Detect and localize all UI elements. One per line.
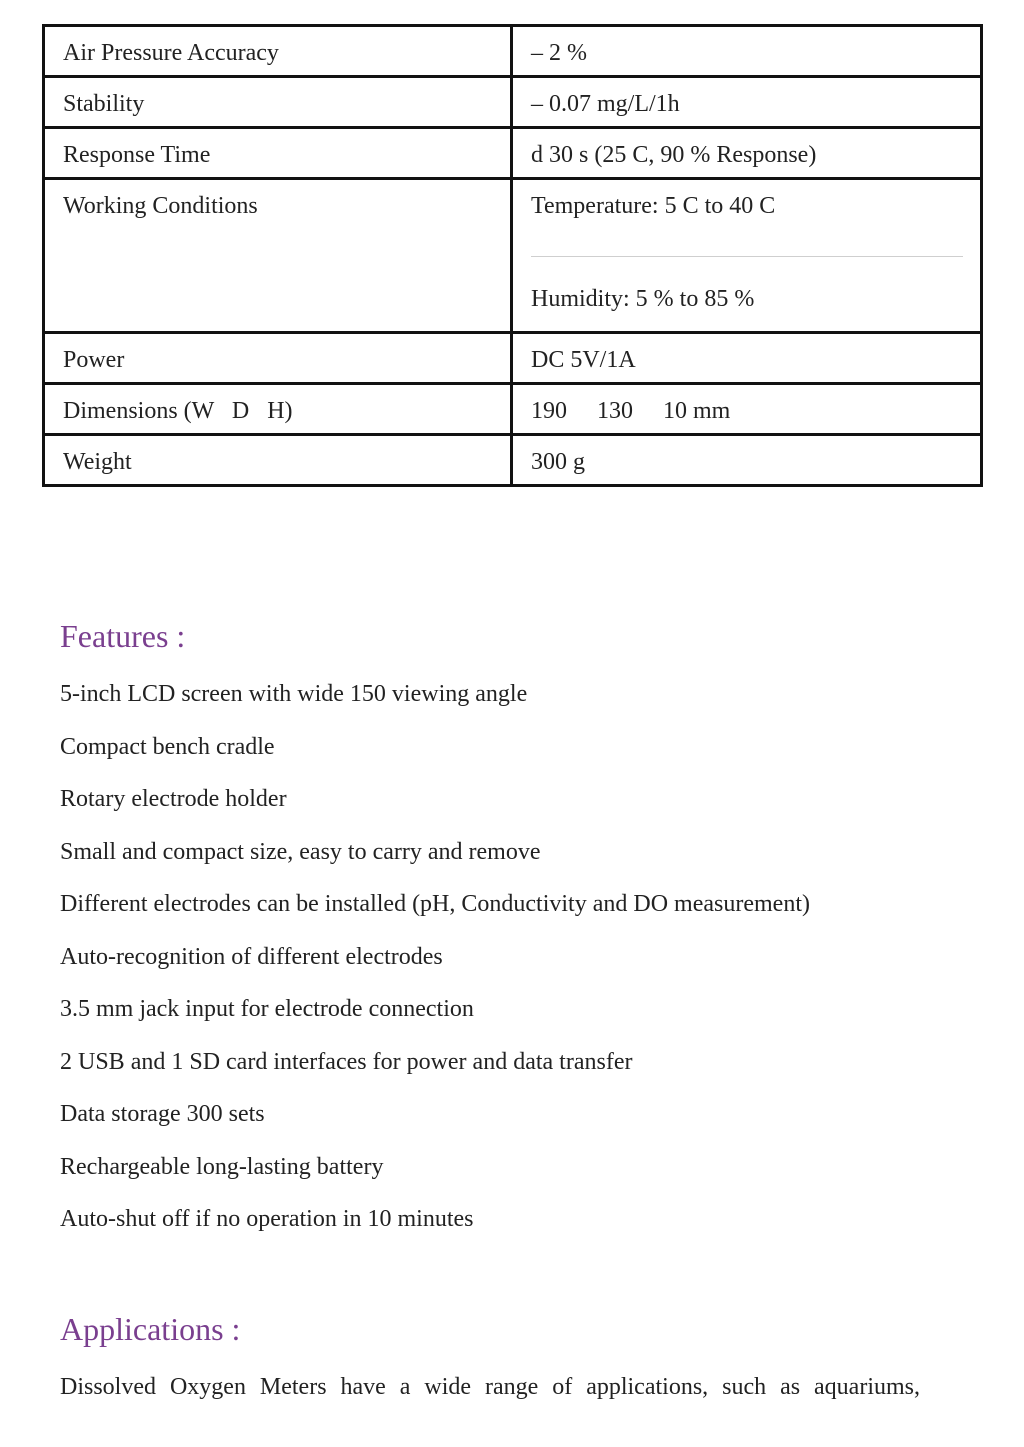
spec-row-power [44,333,982,384]
applications-paragraph: Dissolved Oxygen Meters have a wide range of applications, such as aquariums, [60,1374,920,1400]
spec-row-working-conditions [44,179,982,333]
spec-label: Stability [44,77,512,128]
spec-row-air-pressure-accuracy [44,26,982,77]
spec-label: Dimensions (W D H) [44,384,512,435]
list-item: 5-inch LCD screen with wide 150 viewing angle [60,681,528,707]
spec-value-cell [512,179,982,333]
list-item: Different electrodes can be installed (pH, Conductivity and DO measurement) [60,891,810,917]
spec-label: Air Pressure Accuracy [44,26,512,77]
list-item: 2 USB and 1 SD card interfaces for power and data transfer [60,1048,633,1075]
spec-row-stability [44,77,982,128]
list-item: Small and compact size, easy to carry and remove [60,838,541,865]
spec-label: Working Conditions [44,179,512,333]
list-item: Rechargeable long-lasting battery [60,1153,384,1180]
list-item: Auto-recognition of different electrodes [60,943,443,970]
spec-value: – 2 % [512,26,982,77]
list-item: Rotary electrode holder [60,786,287,812]
spec-row-weight [44,435,982,486]
list-item: Auto-shut off if no operation in 10 minutes [60,1206,474,1232]
features-list [60,680,810,1258]
condition-divider [531,256,963,257]
spec-label: Response Time [44,128,512,179]
features-heading: Features : [60,618,186,654]
spec-value: – 0.07 mg/L/1h [512,77,982,128]
list-item: Compact bench cradle [60,733,275,760]
spec-row-dimensions [44,384,982,435]
spec-value: DC 5V/1A [512,333,982,384]
temperature-range: Temperature: 5 C to 40 C [531,193,776,219]
spec-value: 300 g [512,435,982,486]
spec-row-response-time [44,128,982,179]
list-item: 3.5 mm jack input for electrode connection [60,996,474,1022]
spec-label: Weight [44,435,512,486]
applications-heading: Applications : [60,1311,241,1347]
humidity-range: Humidity: 5 % to 85 % [531,286,755,312]
spec-value: 190 130 10 mm [512,384,982,435]
spec-value: d 30 s (25 C, 90 % Response) [512,128,982,179]
spec-label: Power [44,333,512,384]
list-item: Data storage 300 sets [60,1101,265,1127]
specifications-table [42,24,983,487]
